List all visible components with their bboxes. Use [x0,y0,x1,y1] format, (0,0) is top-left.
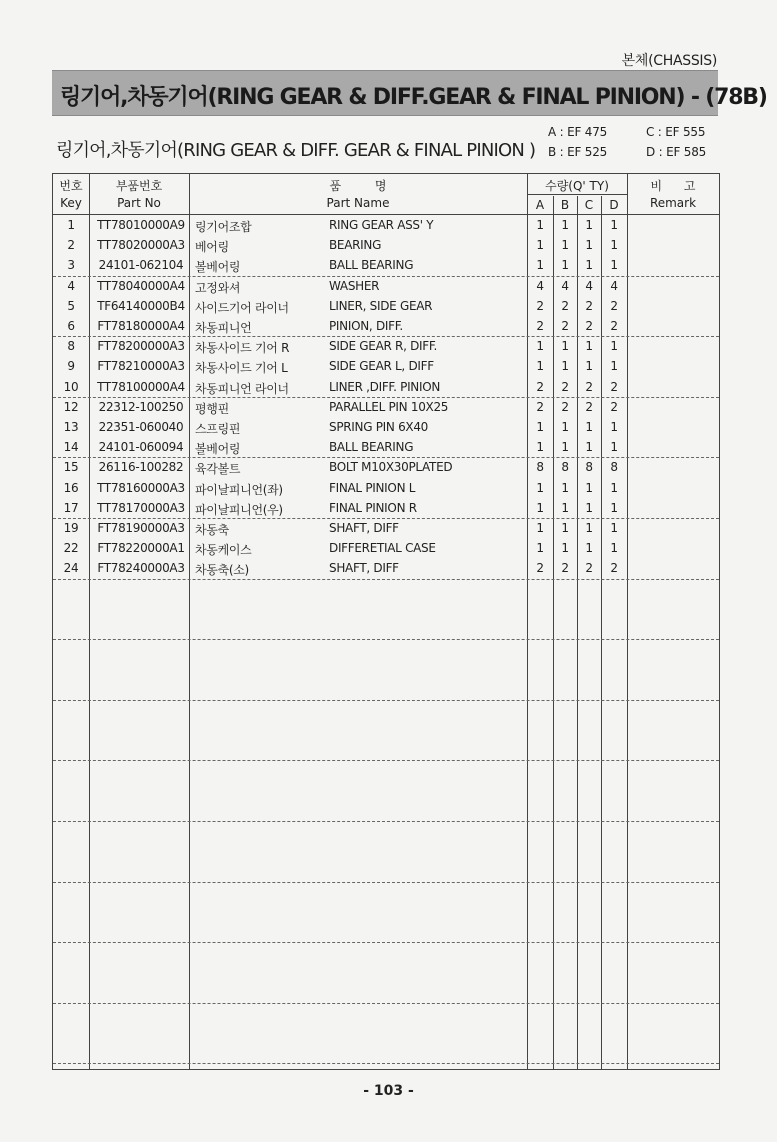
header-name-eng: Part Name [326,196,390,210]
row-group-separator [53,276,719,277]
cell-b: 1 [561,258,569,273]
cell-a: 1 [536,218,544,232]
cell-part: FT78180000A4 [97,319,185,333]
cell-a: 8 [536,460,544,475]
cell-a: 1 [536,339,544,354]
table-row [53,377,719,397]
cell-b: 1 [561,359,569,374]
cell-b: 1 [561,521,569,535]
cell-part: TT78040000A4 [97,278,185,293]
cell-kor: 볼베어링 [195,442,241,457]
table-row [53,437,719,457]
cell-c: 1 [585,258,593,273]
cell-eng: BALL BEARING [329,440,414,455]
cell-c: 1 [585,339,593,354]
cell-eng: WASHER [329,278,380,293]
cell-kor: 링기어조합 [195,220,252,234]
cell-d: 1 [610,480,618,495]
title-banner [52,70,767,116]
cell-key: 2 [67,238,75,253]
cell-d: 1 [610,541,618,556]
cell-d: 8 [610,460,618,475]
row-group-separator [53,700,719,701]
cell-eng: SHAFT, DIFF [329,561,399,576]
cell-a: 2 [536,379,544,394]
cell-a: 1 [536,420,544,434]
cell-a: 1 [536,541,544,556]
cell-kor: 볼베어링 [195,260,241,275]
parts-table [52,173,720,1070]
cell-b: 1 [561,238,569,253]
table-row [53,558,719,578]
cell-eng: SIDE GEAR R, DIFF. [329,339,438,354]
model-c: C : EF 555 [646,125,706,139]
cell-d: 4 [610,278,618,293]
cell-eng: BOLT M10X30PLATED [329,460,453,475]
row-group-separator [53,518,719,519]
cell-d: 1 [610,440,618,455]
cell-a: 1 [536,359,544,374]
cell-a: 1 [536,500,544,515]
table-row [53,417,719,437]
cell-key: 10 [63,379,79,394]
cell-eng: LINER ,DIFF. PINION [329,379,441,394]
cell-a: 2 [536,319,544,333]
cell-d: 1 [610,500,618,515]
cell-kor: 평행핀 [195,401,229,416]
cell-d: 1 [610,420,618,434]
header-qty: 수량(Q' TY) [545,179,609,193]
cell-key: 12 [63,399,79,414]
cell-key: 16 [63,480,79,495]
cell-d: 2 [610,561,618,576]
cell-eng: PARALLEL PIN 10X25 [329,399,449,414]
cell-b: 1 [561,218,569,232]
row-group-separator [53,457,719,458]
cell-kor: 차동축 [195,523,229,537]
cell-part: TT78010000A9 [97,218,185,232]
cell-part: 26116-100282 [98,460,184,475]
cell-b: 2 [561,561,569,576]
table-row [53,457,719,477]
cell-a: 2 [536,399,544,414]
cell-b: 4 [561,278,569,293]
table-row [53,478,719,498]
cell-eng: BALL BEARING [329,258,414,273]
cell-part: TT78160000A3 [97,480,185,495]
row-group-separator [53,397,719,398]
cell-b: 1 [561,440,569,455]
cell-c: 2 [585,561,593,576]
header-qty-b: B [560,198,570,212]
cell-key: 14 [63,440,79,455]
cell-key: 9 [67,359,75,374]
cell-kor: 고정와셔 [195,280,241,295]
cell-c: 1 [585,420,593,434]
header-key-eng: Key [60,196,82,210]
page-number: - 103 - [363,1083,414,1099]
cell-part: 24101-062104 [98,258,184,273]
cell-c: 1 [585,500,593,515]
cell-eng: BEARING [329,238,382,253]
cell-key: 24 [63,561,79,576]
table-row [53,296,719,316]
cell-d: 1 [610,238,618,253]
cell-b: 2 [561,399,569,414]
header-qty-d: D [609,198,619,212]
row-group-separator [53,639,719,640]
cell-d: 1 [610,218,618,232]
cell-kor: 차동피니언 라이너 [195,381,289,396]
cell-part: TT78170000A3 [97,500,185,515]
cell-kor: 육각볼트 [195,462,241,477]
cell-eng: PINION, DIFF. [329,319,403,333]
cell-c: 1 [585,541,593,556]
cell-c: 2 [585,379,593,394]
cell-part: 22351-060040 [98,420,184,434]
table-divider [527,194,627,195]
header-remark-kor: 비 고 [650,179,696,193]
cell-kor: 차동사이드 기어 L [195,361,288,376]
table-row [53,336,719,356]
cell-a: 1 [536,480,544,495]
cell-eng: SPRING PIN 6X40 [329,420,429,434]
model-b: B : EF 525 [548,145,608,159]
cell-c: 1 [585,218,593,232]
cell-part: FT78220000A1 [97,541,185,556]
cell-a: 4 [536,278,544,293]
cell-key: 4 [67,278,75,293]
header-key-kor: 번호 [59,179,83,193]
cell-kor: 베어링 [195,240,229,255]
cell-key: 22 [63,541,79,556]
cell-c: 1 [585,238,593,253]
cell-key: 1 [67,218,75,232]
cell-c: 1 [585,440,593,455]
cell-d: 2 [610,379,618,394]
table-row [53,255,719,275]
cell-part: TF64140000B4 [97,298,185,313]
cell-b: 2 [561,319,569,333]
cell-a: 1 [536,258,544,273]
cell-b: 1 [561,480,569,495]
table-row [53,538,719,558]
page-subtitle: 링기어,차동기어(RING GEAR & DIFF. GEAR & FINAL PINION ) [56,140,536,161]
row-group-separator [53,882,719,883]
cell-b: 2 [561,379,569,394]
cell-d: 2 [610,298,618,313]
table-row [53,235,719,255]
cell-eng: FINAL PINION L [329,480,416,495]
cell-part: 24101-060094 [98,440,184,455]
cell-d: 1 [610,258,618,273]
table-row [53,316,719,336]
cell-eng: RING GEAR ASS' Y [329,218,434,232]
cell-a: 1 [536,440,544,455]
cell-c: 1 [585,521,593,535]
cell-key: 15 [63,460,79,475]
cell-a: 2 [536,561,544,576]
cell-key: 19 [63,521,79,535]
cell-part: 22312-100250 [98,399,184,414]
model-d: D : EF 585 [646,145,707,159]
cell-key: 5 [67,298,75,313]
header-name-kor: 품 명 [329,179,387,193]
header-part-eng: Part No [117,196,161,210]
cell-b: 1 [561,500,569,515]
row-group-separator [53,579,719,580]
cell-a: 1 [536,521,544,535]
cell-c: 2 [585,298,593,313]
header-remark-eng: Remark [649,196,697,210]
cell-kor: 차동케이스 [195,543,252,558]
cell-part: FT78240000A3 [97,561,185,576]
cell-c: 2 [585,399,593,414]
model-a: A : EF 475 [548,125,608,139]
cell-key: 3 [67,258,75,273]
cell-part: TT78100000A4 [97,379,185,394]
table-row [53,518,719,538]
cell-kor: 파이날피니언(우) [195,502,283,517]
cell-kor: 차동축(소) [195,563,249,578]
cell-c: 1 [585,359,593,374]
cell-kor: 사이드기어 라이너 [195,300,289,315]
cell-b: 8 [561,460,569,475]
header-part-kor: 부품번호 [115,179,163,193]
table-row [53,215,719,235]
section-label: 본체(CHASSIS) [621,53,717,69]
cell-part: FT78190000A3 [97,521,185,535]
cell-c: 8 [585,460,593,475]
cell-c: 1 [585,480,593,495]
table-row [53,276,719,296]
row-group-separator [53,1063,719,1064]
cell-kor: 스프링핀 [195,422,241,436]
cell-part: FT78200000A3 [97,339,185,354]
cell-key: 8 [67,339,75,354]
table-row [53,397,719,417]
cell-kor: 파이날피니언(좌) [195,482,283,497]
cell-part: TT78020000A3 [97,238,185,253]
cell-key: 6 [67,319,75,333]
cell-part: FT78210000A3 [97,359,185,374]
cell-eng: SHAFT, DIFF [329,521,399,535]
row-group-separator [53,336,719,337]
cell-d: 1 [610,359,618,374]
cell-b: 1 [561,541,569,556]
row-group-separator [53,1003,719,1004]
table-row [53,356,719,376]
cell-b: 2 [561,298,569,313]
cell-key: 17 [63,500,79,515]
header-qty-c: C [584,198,594,212]
cell-d: 1 [610,339,618,354]
cell-b: 1 [561,420,569,434]
cell-d: 2 [610,319,618,333]
cell-d: 2 [610,399,618,414]
cell-eng: LINER, SIDE GEAR [329,298,433,313]
banner-title: 링기어,차동기어(RING GEAR & DIFF.GEAR & FINAL PINION) - (78B) [60,85,767,110]
cell-kor: 차동피니언 [195,321,252,335]
cell-a: 1 [536,238,544,253]
table-row [53,498,719,518]
cell-a: 2 [536,298,544,313]
cell-d: 1 [610,521,618,535]
row-group-separator [53,821,719,822]
header-qty-a: A [535,198,545,212]
row-group-separator [53,942,719,943]
row-group-separator [53,760,719,761]
cell-b: 1 [561,339,569,354]
cell-eng: FINAL PINION R [329,500,417,515]
cell-key: 13 [63,420,79,434]
cell-eng: DIFFERETIAL CASE [329,541,436,556]
cell-eng: SIDE GEAR L, DIFF [329,359,434,374]
cell-kor: 차동사이드 기어 R [195,341,290,356]
cell-c: 2 [585,319,593,333]
cell-c: 4 [585,278,593,293]
